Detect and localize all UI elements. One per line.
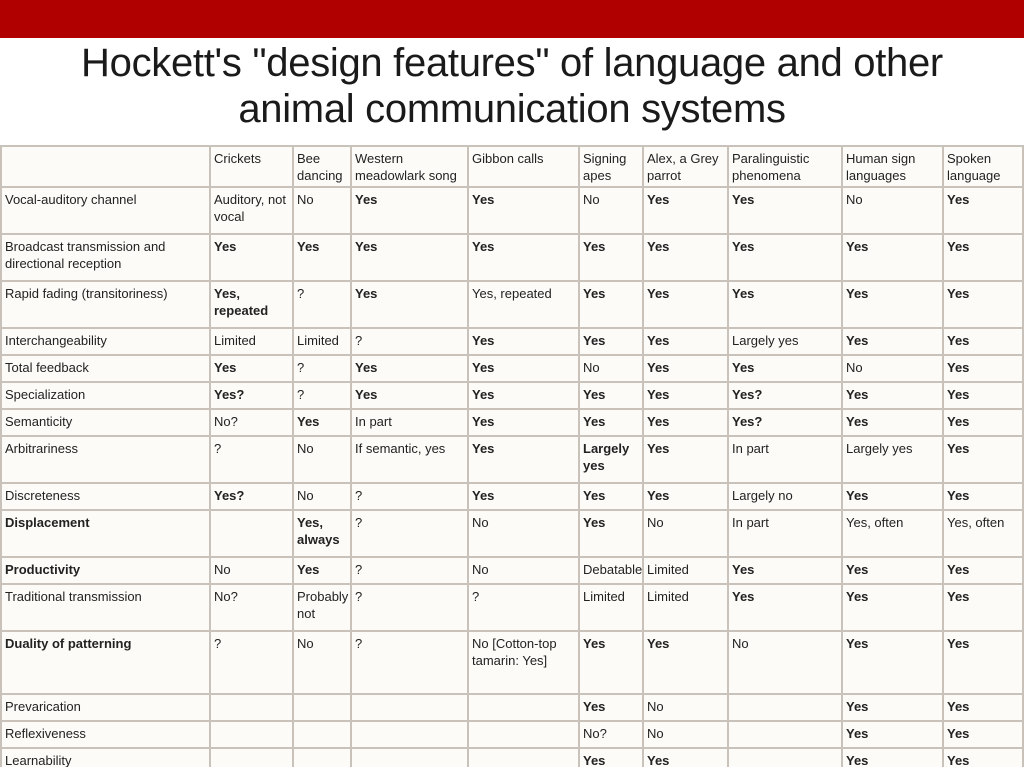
- value-cell: Yes: [643, 483, 728, 510]
- value-cell: No?: [210, 409, 293, 436]
- value-cell: Yes: [842, 557, 943, 584]
- value-cell: ?: [351, 631, 468, 694]
- title-line-1: Hockett's "design features" of language and other: [81, 41, 943, 85]
- value-cell: Yes: [943, 748, 1023, 767]
- value-cell: Yes: [943, 631, 1023, 694]
- value-cell: Largely yes: [579, 436, 643, 483]
- value-cell: No: [468, 510, 579, 557]
- value-cell: No: [643, 510, 728, 557]
- value-cell: Yes: [643, 328, 728, 355]
- value-cell: Yes: [579, 234, 643, 281]
- value-cell: Yes: [842, 748, 943, 767]
- value-cell: Yes: [728, 234, 842, 281]
- value-cell: Yes: [842, 281, 943, 328]
- table-row: [1, 187, 1023, 234]
- value-cell: Yes: [351, 234, 468, 281]
- value-cell: Yes: [579, 631, 643, 694]
- value-cell: [351, 721, 468, 748]
- value-cell: ?: [351, 557, 468, 584]
- value-cell: Yes: [643, 748, 728, 767]
- feature-cell: Interchangeability: [1, 328, 210, 355]
- value-cell: Limited: [210, 328, 293, 355]
- value-cell: Probably not: [293, 584, 351, 631]
- table-row: [1, 584, 1023, 631]
- value-cell: In part: [728, 436, 842, 483]
- value-cell: Yes: [842, 721, 943, 748]
- value-cell: Limited: [643, 584, 728, 631]
- value-cell: ?: [351, 483, 468, 510]
- value-cell: No: [643, 694, 728, 721]
- value-cell: No?: [210, 584, 293, 631]
- value-cell: Yes: [351, 281, 468, 328]
- value-cell: Largely yes: [728, 328, 842, 355]
- value-cell: Yes: [728, 584, 842, 631]
- value-cell: [468, 694, 579, 721]
- value-cell: Yes: [468, 355, 579, 382]
- feature-cell: Reflexiveness: [1, 721, 210, 748]
- value-cell: Yes: [943, 721, 1023, 748]
- table-row: [1, 721, 1023, 748]
- header-cell: Crickets: [210, 146, 293, 187]
- value-cell: ?: [351, 510, 468, 557]
- table-row: [1, 409, 1023, 436]
- header-cell: Human sign languages: [842, 146, 943, 187]
- value-cell: Yes, repeated: [468, 281, 579, 328]
- feature-cell: Discreteness: [1, 483, 210, 510]
- feature-cell: Semanticity: [1, 409, 210, 436]
- header-cell: Paralinguistic phenomena: [728, 146, 842, 187]
- table-row: [1, 436, 1023, 483]
- value-cell: ?: [210, 436, 293, 483]
- value-cell: Yes: [943, 584, 1023, 631]
- value-cell: Largely no: [728, 483, 842, 510]
- header-cell: Signing apes: [579, 146, 643, 187]
- value-cell: ?: [351, 328, 468, 355]
- value-cell: Yes: [943, 382, 1023, 409]
- value-cell: Yes: [943, 409, 1023, 436]
- value-cell: Yes: [943, 557, 1023, 584]
- value-cell: Yes: [842, 584, 943, 631]
- value-cell: Yes: [842, 631, 943, 694]
- value-cell: Yes: [351, 187, 468, 234]
- value-cell: ?: [293, 355, 351, 382]
- value-cell: Yes: [943, 281, 1023, 328]
- feature-cell: Traditional transmission: [1, 584, 210, 631]
- value-cell: Yes: [943, 355, 1023, 382]
- value-cell: Yes: [579, 409, 643, 436]
- value-cell: Yes: [468, 187, 579, 234]
- value-cell: Yes: [210, 234, 293, 281]
- value-cell: ?: [468, 584, 579, 631]
- value-cell: In part: [728, 510, 842, 557]
- value-cell: Yes: [210, 355, 293, 382]
- value-cell: No: [293, 187, 351, 234]
- value-cell: Yes: [643, 382, 728, 409]
- value-cell: Yes: [293, 409, 351, 436]
- value-cell: Yes: [468, 483, 579, 510]
- table-row: [1, 748, 1023, 767]
- value-cell: Yes: [468, 409, 579, 436]
- value-cell: Limited: [579, 584, 643, 631]
- value-cell: [293, 748, 351, 767]
- value-cell: ?: [293, 281, 351, 328]
- value-cell: No [Cotton-top tamarin: Yes]: [468, 631, 579, 694]
- value-cell: Yes: [643, 234, 728, 281]
- value-cell: Yes: [728, 355, 842, 382]
- header-cell: Bee dancing: [293, 146, 351, 187]
- value-cell: ?: [293, 382, 351, 409]
- value-cell: No?: [579, 721, 643, 748]
- value-cell: Yes: [468, 328, 579, 355]
- value-cell: Yes: [943, 187, 1023, 234]
- value-cell: [468, 748, 579, 767]
- value-cell: Yes: [643, 436, 728, 483]
- header-cell: Gibbon calls: [468, 146, 579, 187]
- header-cell: [1, 146, 210, 187]
- value-cell: [351, 694, 468, 721]
- table-row: [1, 483, 1023, 510]
- value-cell: No: [842, 187, 943, 234]
- header-cell: Alex, a Grey parrot: [643, 146, 728, 187]
- header-row: [1, 146, 1023, 187]
- value-cell: Yes, always: [293, 510, 351, 557]
- table-row: [1, 557, 1023, 584]
- value-cell: Yes: [842, 234, 943, 281]
- slide-title: [0, 40, 1024, 140]
- value-cell: Yes: [351, 355, 468, 382]
- value-cell: Yes: [579, 281, 643, 328]
- value-cell: Yes?: [210, 382, 293, 409]
- value-cell: [210, 694, 293, 721]
- value-cell: ?: [210, 631, 293, 694]
- value-cell: Yes: [468, 436, 579, 483]
- value-cell: ?: [351, 584, 468, 631]
- table-row: [1, 382, 1023, 409]
- value-cell: Yes: [842, 483, 943, 510]
- value-cell: Yes: [643, 355, 728, 382]
- feature-cell: Arbitrariness: [1, 436, 210, 483]
- value-cell: Yes: [842, 382, 943, 409]
- value-cell: [728, 694, 842, 721]
- feature-cell: Productivity: [1, 557, 210, 584]
- value-cell: Yes: [943, 328, 1023, 355]
- value-cell: Yes: [643, 187, 728, 234]
- value-cell: Yes: [842, 694, 943, 721]
- value-cell: Yes: [943, 436, 1023, 483]
- value-cell: In part: [351, 409, 468, 436]
- value-cell: Limited: [643, 557, 728, 584]
- header-cell: Western meadowlark song: [351, 146, 468, 187]
- value-cell: Yes: [579, 328, 643, 355]
- value-cell: Yes: [579, 483, 643, 510]
- feature-cell: Duality of patterning: [1, 631, 210, 694]
- value-cell: [210, 721, 293, 748]
- value-cell: No: [468, 557, 579, 584]
- value-cell: Yes?: [728, 382, 842, 409]
- value-cell: No: [842, 355, 943, 382]
- value-cell: Yes: [943, 483, 1023, 510]
- value-cell: Yes, repeated: [210, 281, 293, 328]
- table-row: [1, 355, 1023, 382]
- feature-cell: Total feedback: [1, 355, 210, 382]
- value-cell: Yes: [728, 187, 842, 234]
- feature-cell: Learnability: [1, 748, 210, 767]
- value-cell: Yes: [579, 382, 643, 409]
- value-cell: Yes: [579, 510, 643, 557]
- feature-cell: Rapid fading (transitoriness): [1, 281, 210, 328]
- value-cell: Yes: [643, 631, 728, 694]
- feature-cell: Specialization: [1, 382, 210, 409]
- value-cell: [210, 748, 293, 767]
- value-cell: Yes, often: [943, 510, 1023, 557]
- top-accent-bar: [0, 0, 1024, 38]
- value-cell: [468, 721, 579, 748]
- value-cell: [293, 694, 351, 721]
- value-cell: [728, 748, 842, 767]
- value-cell: Debatable: [579, 557, 643, 584]
- value-cell: Limited: [293, 328, 351, 355]
- value-cell: Yes: [579, 694, 643, 721]
- value-cell: Yes: [842, 409, 943, 436]
- header-cell: Spoken language: [943, 146, 1023, 187]
- value-cell: Auditory, not vocal: [210, 187, 293, 234]
- value-cell: No: [643, 721, 728, 748]
- table-row: [1, 631, 1023, 694]
- value-cell: Largely yes: [842, 436, 943, 483]
- feature-cell: Broadcast transmission and directional reception: [1, 234, 210, 281]
- value-cell: Yes: [293, 557, 351, 584]
- feature-cell: Prevarication: [1, 694, 210, 721]
- value-cell: Yes: [468, 382, 579, 409]
- value-cell: No: [579, 355, 643, 382]
- value-cell: Yes: [351, 382, 468, 409]
- value-cell: [293, 721, 351, 748]
- value-cell: Yes: [643, 409, 728, 436]
- value-cell: Yes, often: [842, 510, 943, 557]
- value-cell: No: [293, 631, 351, 694]
- value-cell: [728, 721, 842, 748]
- value-cell: Yes: [842, 328, 943, 355]
- value-cell: Yes?: [210, 483, 293, 510]
- value-cell: [210, 510, 293, 557]
- value-cell: If semantic, yes: [351, 436, 468, 483]
- comparison-table-container: [0, 145, 1024, 767]
- table-row: [1, 694, 1023, 721]
- table-row: [1, 281, 1023, 328]
- feature-cell: Vocal-auditory channel: [1, 187, 210, 234]
- value-cell: Yes: [728, 557, 842, 584]
- value-cell: Yes: [943, 694, 1023, 721]
- value-cell: Yes: [728, 281, 842, 328]
- table-row: [1, 234, 1023, 281]
- value-cell: Yes: [293, 234, 351, 281]
- value-cell: Yes: [943, 234, 1023, 281]
- value-cell: Yes: [643, 281, 728, 328]
- table-row: [1, 328, 1023, 355]
- feature-cell: Displacement: [1, 510, 210, 557]
- table-row: [1, 510, 1023, 557]
- value-cell: No: [293, 483, 351, 510]
- value-cell: No: [579, 187, 643, 234]
- value-cell: No: [210, 557, 293, 584]
- value-cell: No: [293, 436, 351, 483]
- value-cell: Yes: [579, 748, 643, 767]
- value-cell: Yes: [468, 234, 579, 281]
- value-cell: Yes?: [728, 409, 842, 436]
- design-features-table: [0, 145, 1024, 767]
- value-cell: No: [728, 631, 842, 694]
- value-cell: [351, 748, 468, 767]
- title-line-2: animal communication systems: [238, 87, 786, 131]
